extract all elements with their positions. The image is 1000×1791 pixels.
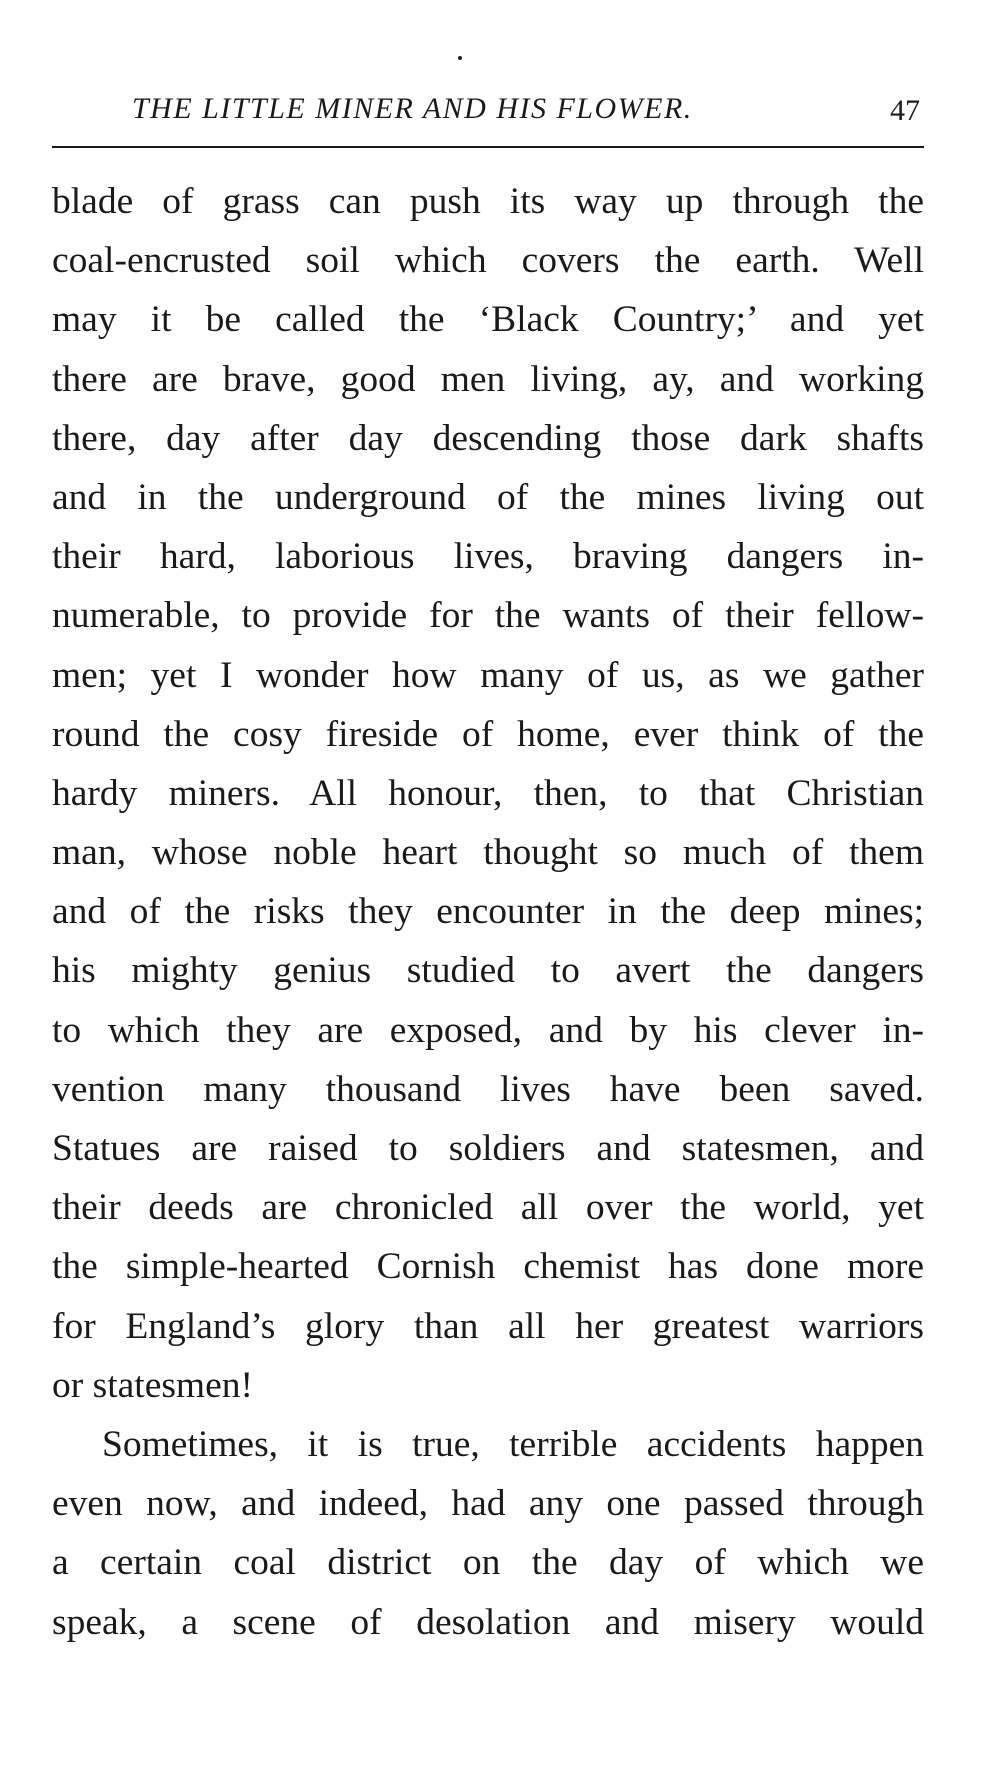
text-line: blade of grass can push its way up through the <box>52 181 924 222</box>
body-text <box>52 172 924 1652</box>
paragraph <box>52 1415 924 1652</box>
text-line: there are brave, good men living, ay, and working <box>52 358 924 400</box>
text-line: man, whose noble heart thought so much of them <box>52 832 924 874</box>
text-line: to which they are exposed, and by his clever in- <box>52 1009 924 1051</box>
text-line: round the cosy fireside of home, ever think of the <box>52 713 924 755</box>
running-title: THE LITTLE MINER AND HIS FLOWER. <box>132 92 693 125</box>
text-line: may it be called the ‘Black Country;’ and yet <box>52 299 924 341</box>
text-line: coal-encrusted soil which covers the earth. Well <box>52 240 924 282</box>
text-line: his mighty genius studied to avert the dangers <box>52 950 924 992</box>
print-speck <box>458 56 462 60</box>
text-line: numerable, to provide for the wants of their fellow- <box>52 595 924 637</box>
text-line: speak, a scene of desolation and misery would <box>52 1601 924 1643</box>
text-line: hardy miners. All honour, then, to that Christian <box>52 772 924 814</box>
text-line: Statues are raised to soldiers and statesmen, and <box>52 1128 924 1169</box>
text-line: there, day after day descending those dark shafts <box>52 417 924 459</box>
text-line: Sometimes, it is true, terrible accidents happen <box>102 1423 924 1465</box>
paragraph <box>52 172 924 1415</box>
page-number: 47 <box>890 94 920 127</box>
text-line: and in the underground of the mines living out <box>52 476 924 518</box>
text-line: men; yet I wonder how many of us, as we gather <box>52 654 924 696</box>
text-line: vention many thousand lives have been saved. <box>52 1068 924 1110</box>
text-line: for England’s glory than all her greatest warriors <box>52 1305 924 1347</box>
text-line: a certain coal district on the day of which we <box>52 1542 924 1584</box>
text-line: or statesmen! <box>52 1364 253 1406</box>
running-header <box>52 88 924 132</box>
text-line: even now, and indeed, had any one passed through <box>52 1483 924 1525</box>
header-rule <box>52 146 924 148</box>
text-line: the simple-hearted Cornish chemist has done more <box>52 1246 924 1288</box>
text-line: their deeds are chronicled all over the world, yet <box>52 1187 924 1229</box>
text-line: their hard, laborious lives, braving dangers in- <box>52 536 924 578</box>
text-line: and of the risks they encounter in the deep mines; <box>52 891 924 933</box>
